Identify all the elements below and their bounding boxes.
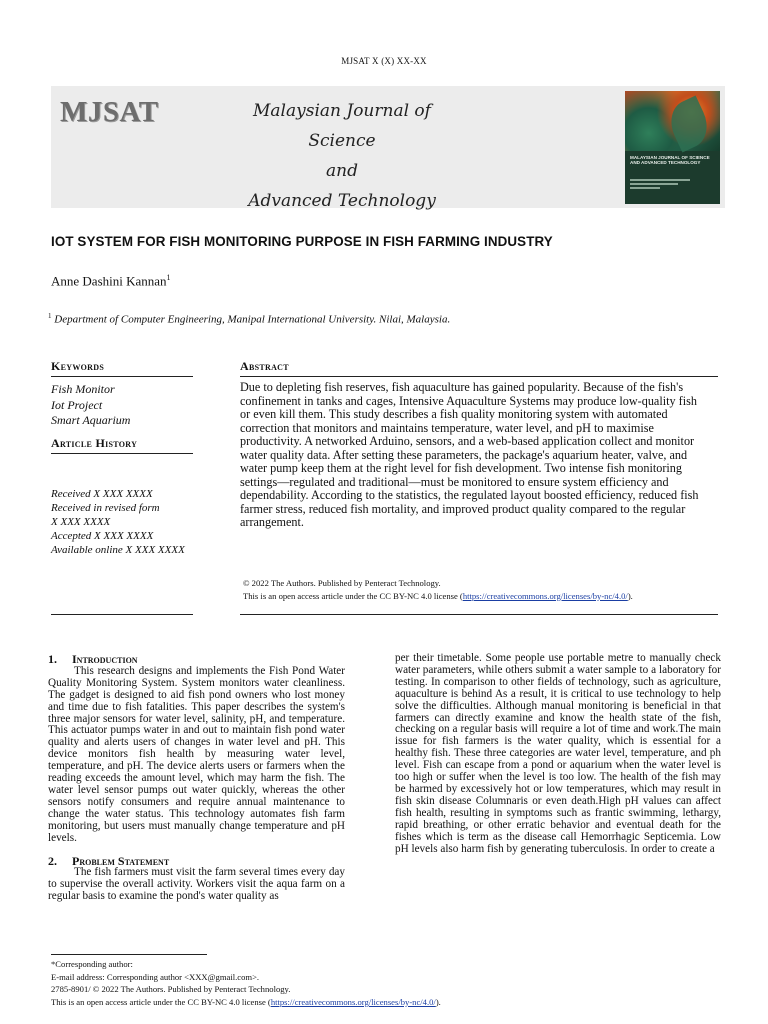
author-affiliation-mark: 1 [166, 273, 171, 282]
problem-statement-continued: per their timetable. Some people use portable metre to manually check water parameters, while others submit a water sample to a laboratory for testing. In comparison to other fields of technology, such as agriculture, aquaculture is behind As a result, it is critical to use technology to help solve the difficulties. Although manual monitoring is beneficial in that farmers can directly examine and know the health state of the fish, checking on a regular basis will require a lot of time and work.The main issue for fish farmers is the water quality, which is essential for a healthy fish. These three categories are water level, temperature, and ph level. Fish can escape from a pond or aquarium when the water level is too high or suffer when the level is too low. The health of the fish may be harmed by excessively hot or low temperatures, which may result in fish skin disease Columnaris or even death.High pH values can affect fish health, resulting in symptoms such as frantic swimming, lethargy, rapid breathing, or other erratic behavior and eventual death for the fishes which is term as the disease call Hemorrhagic Septicemia. Low pH levels also harm fish by generating tuberculosis. In order to create a [395, 652, 721, 855]
keywords-rule [51, 376, 193, 377]
journal-name-line: Advanced Technology [248, 191, 436, 211]
history-item: Received X XXX XXXX [51, 488, 153, 500]
license-note-end: ). [435, 996, 441, 1007]
history-item: Available online X XXX XXXX [51, 544, 185, 556]
journal-name-line: and [326, 161, 358, 181]
keyword-item: Iot Project [51, 397, 103, 412]
left-column [48, 654, 345, 903]
affiliation-mark: 1 [48, 312, 52, 320]
affiliation-text: Department of Computer Engineering, Manipal International University. Nilai, Malaysia. [51, 313, 451, 326]
copyright-line: © 2022 The Authors. Published by Penteract Technology. [243, 578, 441, 588]
history-item: Received in revised form [51, 502, 160, 514]
license-note-link[interactable]: https://creativecommons.org/licenses/by-nc/4.0/ [270, 996, 436, 1007]
section-number: 1. [48, 652, 57, 666]
license-note [51, 996, 441, 1009]
footnote-rule [51, 954, 207, 955]
license-note-text: This is an open access article under the CC BY-NC 4.0 license ( [51, 996, 271, 1007]
copyright-notice [243, 577, 633, 602]
abstract-text: Due to depleting fish reserves, fish aquaculture has gained popularity. Because of the fish's confinement in tanks and cages, Intensive Aquaculture Systems may produce low-quality fish or even kill them. This study describes a fish quality monitoring system with automated correction that monitors and maintains temperature, water level, and pH to maximise productivity. A networked Arduino, sensors, and a web-based application collect and monitor water quality data. After setting these parameters, the package's aquarium heater, valve, and water pump keep them at the right level for fish development. Two intense fish monitoring settings—regulated and traditional—must be monitored to ensure system efficiency and dependability. According to the statistics, the regulated layout boosted efficiency, reduced fish farmer stress, reduced fish mortality, and improved product quality compared to the regular arrangement. [240, 380, 699, 529]
right-column [395, 653, 721, 855]
license-text-end: ). [627, 590, 633, 601]
cover-title: MALAYSIAN JOURNAL OF SCIENCE AND ADVANCED TECHNOLOGY [630, 155, 710, 166]
license-line [243, 590, 633, 603]
history-bottom-rule [51, 614, 193, 615]
affiliation [48, 312, 450, 326]
article-history-heading: Article History [51, 436, 138, 450]
running-head: MJSAT X (X) XX-XX [341, 56, 427, 66]
keywords-heading: Keywords [51, 359, 105, 373]
footnotes [51, 958, 441, 1008]
journal-cover-image [625, 91, 720, 204]
keyword-item: Fish Monitor [51, 382, 115, 396]
corresponding-author-note: *Corresponding author: [51, 959, 133, 969]
article-title: IOT SYSTEM FOR FISH MONITORING PURPOSE IN FISH FARMING INDUSTRY [51, 234, 553, 249]
email-note: E-mail address: Corresponding author <XXX@gmail.com>. [51, 971, 260, 982]
abstract-heading: Abstract [240, 359, 289, 373]
section-title: Problem Statement [72, 853, 170, 868]
author-line [51, 273, 171, 289]
history-item: X XXX XXXX [51, 516, 111, 528]
journal-masthead [51, 86, 725, 211]
section-number: 2. [48, 853, 57, 868]
introduction-text: This research designs and implements the Fish Pond Water Quality Monitoring System. System monitors water cleanliness. The gadget is designed to aid fish pond owners who lost money and time due to fish fatalities. This paper describes the system's three major sensors for water level, salinity, pH, and temperature. This actuator pumps water in and out to maintain fish pond water quality and alerts users of changes in water level and pH. This device monitors fish health by measuring water level, temperature, and pH. The device alerts users or farmers when the reading exceeds the amount level, which may harm the fish. The water level sensor pumps out water quickly, whereas the other sensors notify consumers and require annual maintenance to change the water status. This technology automates fish farm monitoring, but users must manually change temperature and pH levels. [48, 664, 345, 844]
article-history-list [51, 487, 185, 557]
history-item: Accepted X XXX XXXX [51, 530, 154, 542]
journal-name-line: Malaysian Journal of Science [253, 101, 431, 151]
keywords-list [51, 382, 130, 429]
author-name: Anne Dashini Kannan [51, 273, 167, 289]
section-title: Introduction [72, 652, 138, 666]
abstract-rule [240, 376, 718, 377]
problem-statement-text: The fish farmers must visit the farm several times every day to supervise the overall activity. Workers visit the aqua farm on a regular basis to examine the pond's water quality as [48, 866, 345, 903]
license-link[interactable]: https://creativecommons.org/licenses/by-nc/4.0/ [462, 590, 628, 601]
issn-note: 2785-8901/ © 2022 The Authors. Published by Penteract Technology. [51, 984, 291, 995]
journal-name [236, 96, 448, 216]
journal-brand: MJSAT [60, 96, 159, 128]
cover-text-lines [630, 179, 700, 191]
keyword-item: Smart Aquarium [51, 413, 131, 427]
abstract-bottom-rule [240, 614, 718, 615]
license-text: This is an open access article under the CC BY-NC 4.0 license ( [243, 590, 463, 601]
history-rule [51, 453, 193, 454]
